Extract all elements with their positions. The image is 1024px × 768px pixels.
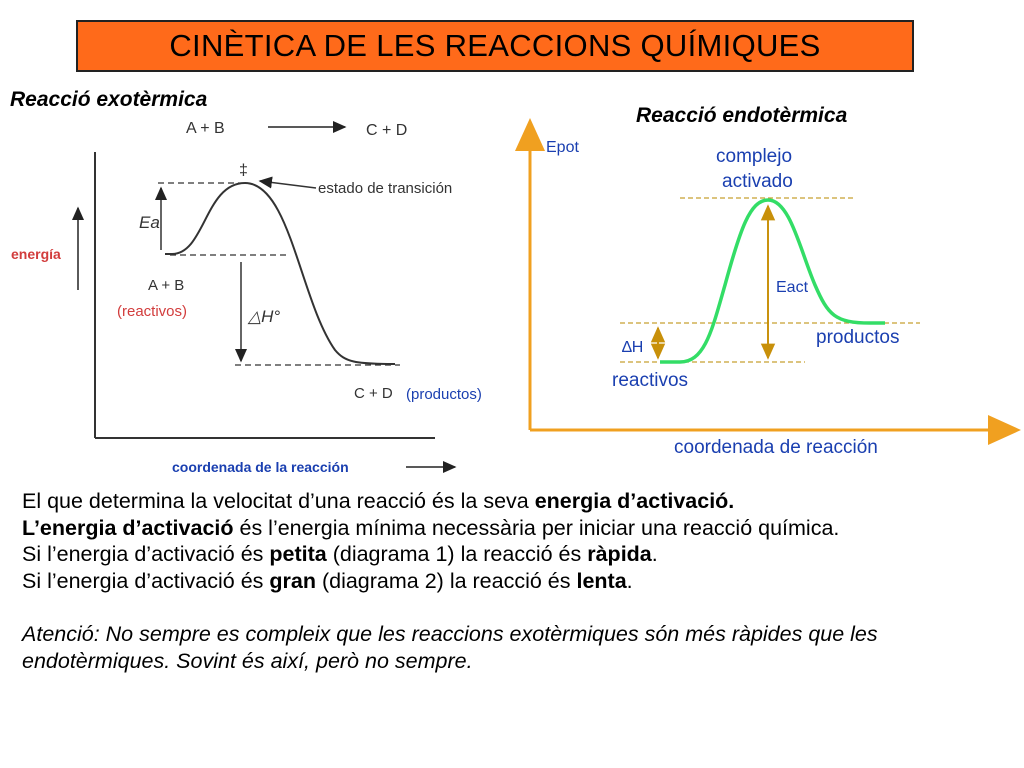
right-x-axis-label: coordenada de reacción [674, 437, 878, 458]
transition-pointer [260, 181, 316, 188]
paragraph-line-4: Si l’energia d’activació és gran (diagrama 2) la reacció és lenta. [22, 568, 633, 593]
subtitle-exothermic: Reacció exotèrmica [10, 88, 208, 111]
right-reactants-label: reactivos [612, 370, 689, 391]
explanation-text [22, 488, 1012, 674]
exothermic-diagram [11, 120, 482, 475]
endothermic-diagram [530, 124, 1015, 458]
eact-label: Eact [776, 279, 809, 296]
complex-label-1: complejo [716, 146, 793, 167]
right-products-label: productos [816, 327, 900, 348]
eq-reactants: A + B [186, 120, 225, 137]
paragraph-line-3: Si l’energia d’activació és petita (diagrama 1) la reacció és ràpida. [22, 542, 658, 566]
left-reactants-note: (reactivos) [117, 303, 188, 320]
delta-h-label: △H° [248, 307, 281, 326]
right-delta-h-label: ∆H [622, 339, 644, 356]
ea-label: Ea [139, 213, 160, 232]
paragraph-line-1: El que determina la velocitat d’una reacció és la seva energia d’activació. [22, 489, 735, 513]
epot-label: Epot [546, 139, 579, 156]
transition-symbol: ‡ [239, 162, 248, 179]
paragraph-line-2: L’energia d’activació és l’energia mínima necessària per iniciar una reacció química. [22, 515, 840, 540]
attention-note: Atenció: No sempre es compleix que les reaccions exotèrmiques són més ràpides que les endotèrmiques. Sovint és així, però no sempre. [22, 622, 878, 673]
left-products-label: C + D [354, 385, 393, 402]
subtitle-endothermic: Reacció endotèrmica [636, 104, 848, 127]
eq-products: C + D [366, 122, 408, 139]
exothermic-curve [165, 183, 395, 364]
energy-axis-label: energía [11, 246, 61, 262]
complex-label-2: activado [722, 171, 793, 192]
left-products-note: (productos) [406, 386, 482, 403]
left-x-axis-label: coordenada de la reacción [172, 459, 349, 475]
left-reactants-label: A + B [148, 277, 185, 294]
page-title: CINÈTICA DE LES REACCIONS QUÍMIQUES [169, 28, 821, 63]
transition-label: estado de transición [318, 180, 453, 197]
